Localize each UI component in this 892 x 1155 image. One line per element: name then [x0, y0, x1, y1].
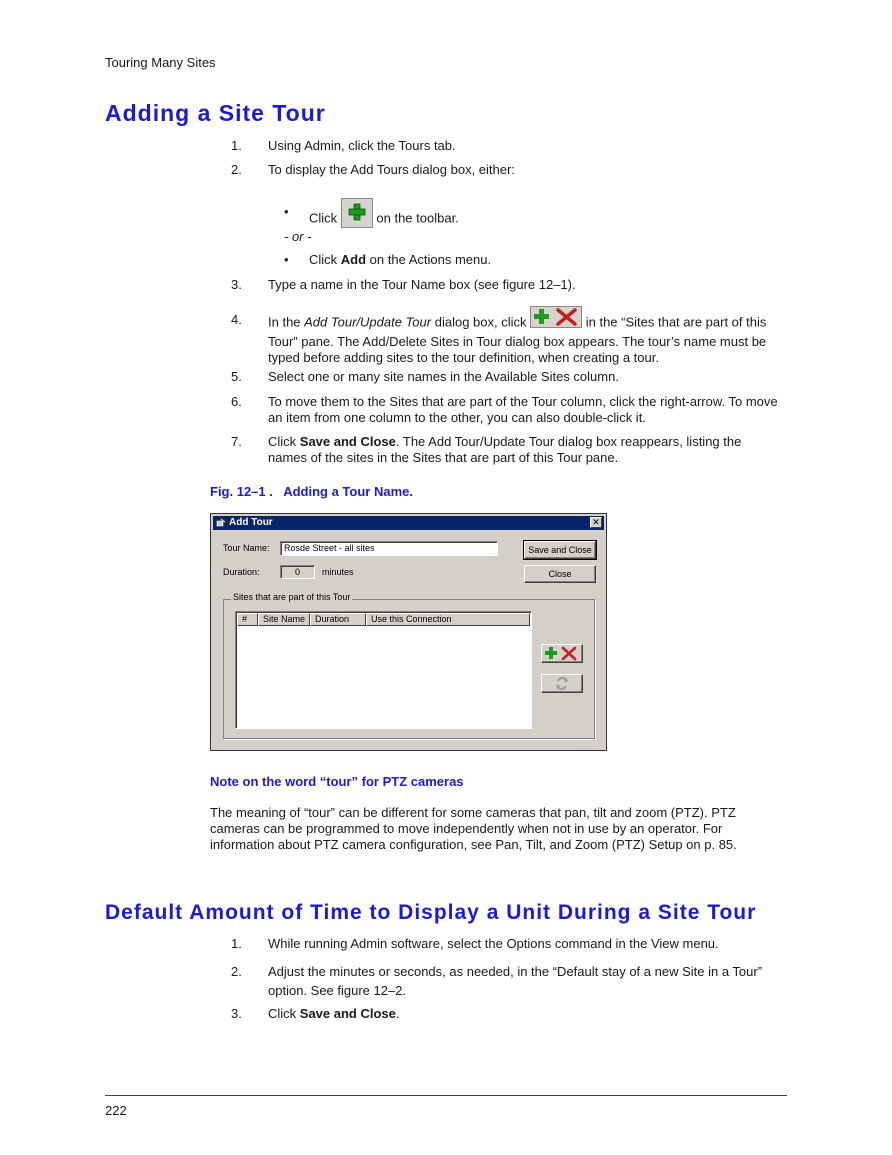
column-header-duration[interactable]: Duration	[310, 613, 366, 626]
add-toolbar-icon	[341, 198, 373, 228]
running-header: Touring Many Sites	[105, 55, 216, 70]
bullet-dot: •	[284, 204, 289, 219]
add-delete-sites-button[interactable]	[541, 644, 583, 663]
bullet-dot: •	[284, 252, 289, 267]
tour-app-icon	[216, 518, 226, 528]
refresh-button[interactable]	[541, 674, 583, 693]
page-number: 222	[105, 1103, 127, 1118]
or-separator: - or -	[284, 229, 312, 244]
note-heading: Note on the word “tour” for PTZ cameras	[210, 774, 464, 789]
refresh-icon	[542, 675, 582, 692]
figure-caption: Fig. 12–1 . Adding a Tour Name.	[210, 484, 413, 499]
footer-rule	[105, 1095, 787, 1096]
add-delete-sites-icon	[530, 306, 582, 328]
tour-name-input[interactable]: Rosde Street - all sites	[280, 541, 498, 556]
dialog-titlebar	[213, 516, 604, 530]
plus-x-icon	[542, 645, 582, 662]
note-body: The meaning of “tour” can be different for some cameras that pan, tilt and zoom (PTZ). PTZ cameras can be programmed to move independently when not in use by an operator. For information about PTZ camera configuration, see Pan, Tilt, and Zoom (PTZ) Setup on p. 85.	[210, 805, 737, 852]
column-header-number[interactable]: #	[237, 613, 258, 626]
section-title-adding-site-tour: Adding a Site Tour	[105, 100, 326, 126]
column-header-connection[interactable]: Use this Connection	[366, 613, 530, 626]
section-title-default-time: Default Amount of Time to Display a Unit During a Site Tour	[105, 901, 757, 924]
column-header-site-name[interactable]: Site Name	[258, 613, 310, 626]
add-tour-dialog	[210, 513, 607, 751]
duration-field[interactable]: 0	[280, 565, 315, 579]
close-button[interactable]: Close	[524, 565, 596, 583]
sites-group-label: Sites that are part of this Tour	[233, 592, 351, 602]
duration-unit-label: minutes	[322, 567, 354, 577]
tour-name-label: Tour Name:	[223, 543, 270, 553]
dialog-title: Add Tour	[229, 517, 273, 528]
duration-label: Duration:	[223, 567, 260, 577]
sites-list[interactable]	[235, 611, 532, 729]
save-and-close-button[interactable]: Save and Close	[524, 541, 596, 559]
close-icon[interactable]: ✕	[590, 517, 602, 528]
